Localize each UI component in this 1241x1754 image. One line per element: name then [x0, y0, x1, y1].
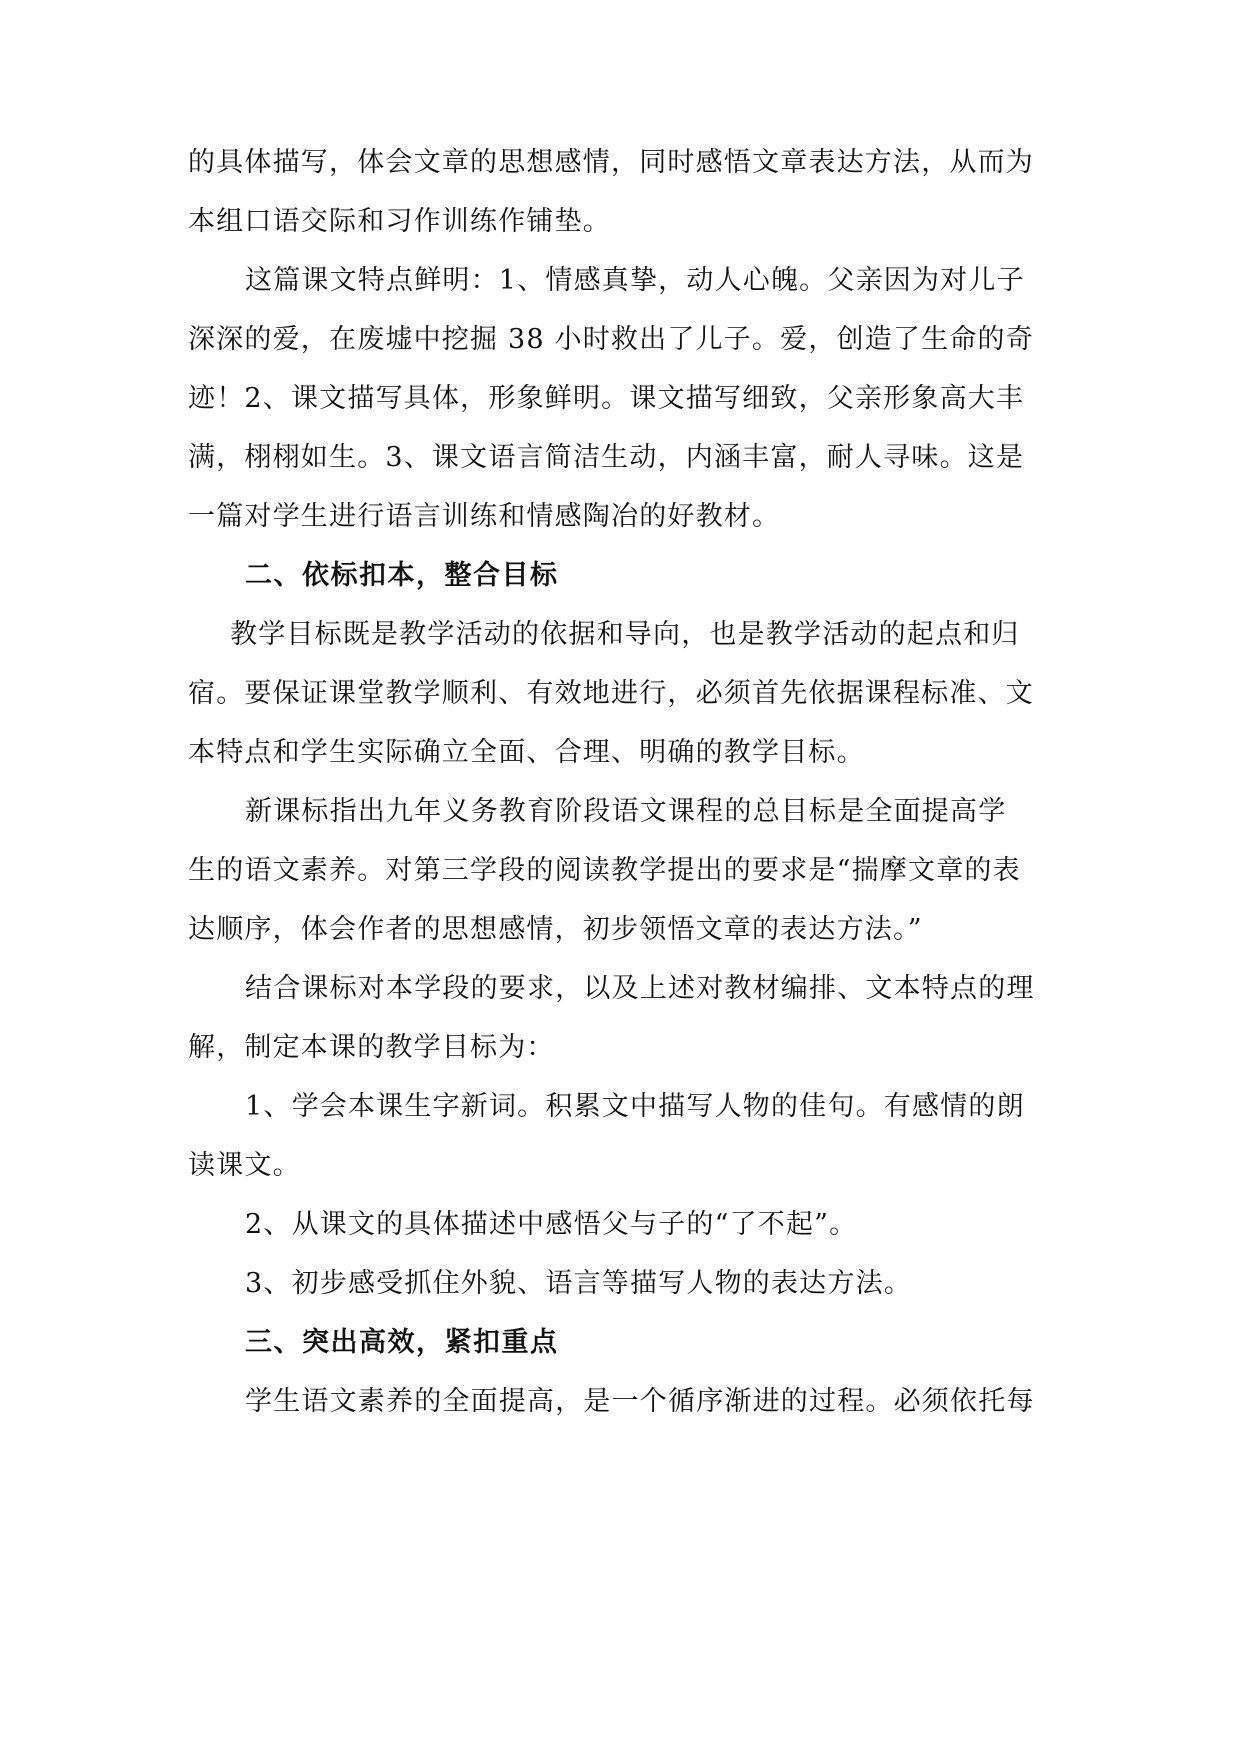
paragraph-line: 迹！2、课文描写具体，形象鲜明。课文描写细致，父亲形象高大丰	[188, 383, 1025, 414]
paragraph-line: 教学目标既是教学活动的依据和导向，也是教学活动的起点和归	[230, 619, 1020, 650]
paragraph-line: 生的语文素养。对第三学段的阅读教学提出的要求是“揣摩文章的表	[188, 855, 1021, 886]
paragraph-line: 深深的爱，在废墟中挖掘 38 小时救出了儿子。爱，创造了生命的奇	[188, 324, 1034, 355]
paragraph-line: 达顺序，体会作者的思想感情，初步领悟文章的表达方法。”	[188, 914, 923, 945]
paragraph-line: 学生语文素养的全面提高，是一个循序渐进的过程。必须依托每	[245, 1386, 1035, 1417]
paragraph-line: 本组口语交际和习作训练作铺垫。	[188, 206, 611, 237]
list-item: 2、从课文的具体描述中感悟父与子的“了不起”。	[245, 1209, 858, 1240]
paragraph-line: 本特点和学生实际确立全面、合理、明确的教学目标。	[188, 737, 865, 768]
paragraph-line: 一篇对学生进行语言训练和情感陶冶的好教材。	[188, 501, 781, 532]
paragraph-line: 的具体描写，体会文章的思想感情，同时感悟文章表达方法，从而为	[188, 147, 1034, 178]
section-heading: 二、依标扣本，整合目标	[245, 560, 559, 591]
paragraph-line: 解，制定本课的教学目标为：	[188, 1032, 555, 1063]
paragraph-line: 宿。要保证课堂教学顺利、有效地进行，必须首先依据课程标准、文	[188, 678, 1034, 709]
paragraph-line: 结合课标对本学段的要求，以及上述对教材编排、文本特点的理	[245, 973, 1035, 1004]
paragraph-line: 满，栩栩如生。3、课文语言简洁生动，内涵丰富，耐人寻味。这是	[188, 442, 1025, 473]
section-heading: 三、突出高效，紧扣重点	[245, 1327, 559, 1358]
list-item: 3、初步感受抓住外貌、语言等描写人物的表达方法。	[245, 1268, 912, 1299]
paragraph-line: 这篇课文特点鲜明：1、情感真挚，动人心魄。父亲因为对儿子	[245, 265, 1025, 296]
list-item: 1、学会本课生字新词。积累文中描写人物的佳句。有感情的朗	[245, 1091, 1025, 1122]
list-item-continuation: 读课文。	[188, 1150, 301, 1181]
paragraph-line: 新课标指出九年义务教育阶段语文课程的总目标是全面提高学	[245, 796, 1007, 827]
